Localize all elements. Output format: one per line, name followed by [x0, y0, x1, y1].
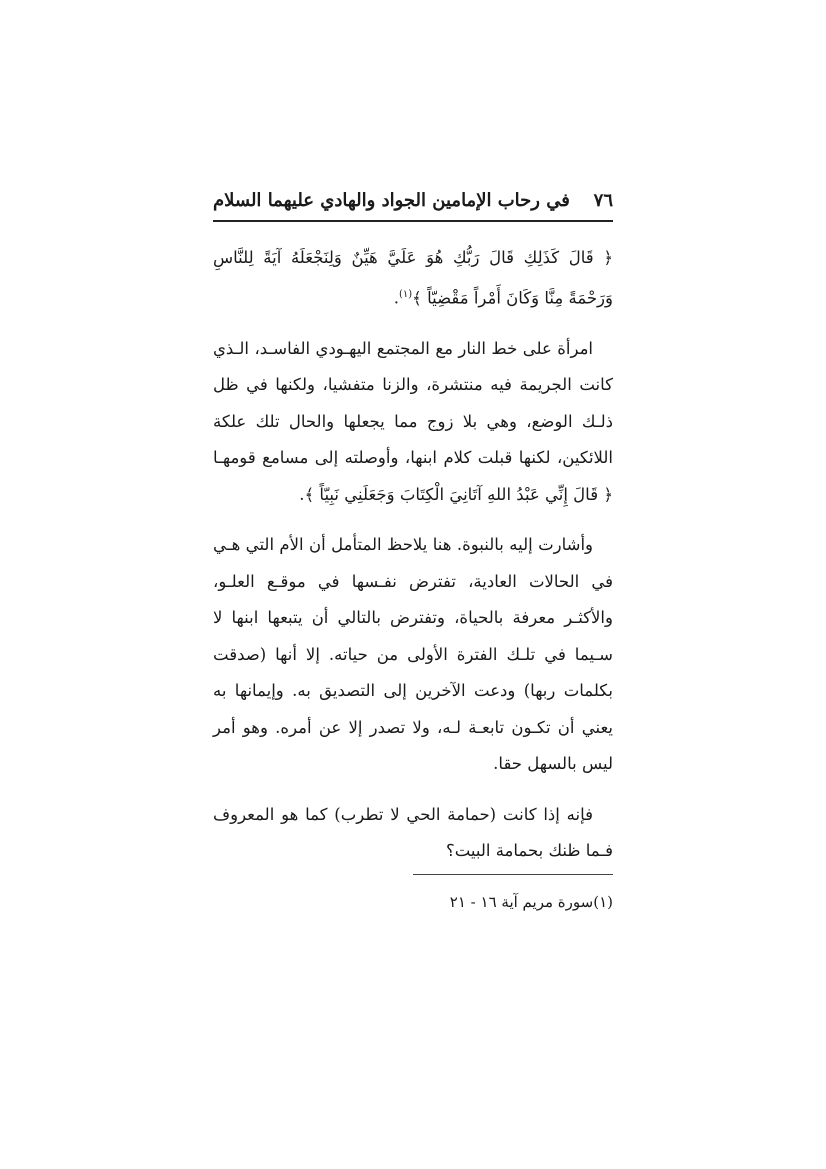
paragraph: امرأة على خط النار مع المجتمع اليهـودي الفاسـد، الـذي كانت الجريمة فيه منتشرة، والزنا متفشيا، ولكنها في ظل ذلـك الوضع، وهي بلا زوج مما يجعلها والحال تلك علكة اللائكين، لكنها قبلت كلام ابنها، وأوصلته إلى مسامع قومهـا ﴿ قَالَ إِنِّي عَبْدُ اللهِ آتَانِيَ الْكِتَابَ وَجَعَلَنِي نَبِيّاً ﴾.: [213, 338, 613, 504]
footnote-rule: [413, 874, 613, 875]
footnote-reference[interactable]: (١): [398, 288, 413, 300]
footnote: (١)سورة مريم آية ١٦ - ٢١: [449, 893, 613, 911]
body-text: [213, 240, 613, 884]
running-title: في رحاب الإمامين الجواد والهادي عليهما السلام: [213, 190, 570, 211]
header-rule: [213, 220, 613, 222]
page-number: ٧٦: [593, 190, 613, 211]
paragraph: وأشارت إليه بالنبوة. هنا يلاحظ المتأمل أن الأم التي هـي في الحالات العادية، تفترض نفـسها في موقـع العلـو، والأكثـر معرفة بالحياة، وتفترض بالتالي أن يتبعها ابنها لا سـيما في تلـك الفترة الأولى من حياته. إلا أنها (صدقت بكلمات ربها) ودعت الآخرين إلى التصديق به. وإيمانها به يعني أن تكـون تابعـة لـه، ولا تصدر إلا عن أمره. وهو أمر ليس بالسهل حقا.: [213, 535, 613, 773]
sentence-end: .: [393, 288, 399, 307]
paragraph: فإنه إذا كانت (حمامة الحي لا تطرب) كما هو المعروف فـما ظنك بحمامة البيت؟: [213, 804, 613, 860]
page-header: [213, 186, 613, 222]
quran-verse: ﴿ قَالَ كَذَلِكِ قَالَ رَبُّكِ هُوَ عَلَيَّ هَيِّنٌ وَلِنَجْعَلَهُ آيَةً لِلنَّاسِ وَرَحْمَةً مِنَّا وَكَانَ أَمْراً مَقْضِيّاً ﴾: [213, 248, 613, 307]
quran-verse-paragraph: [213, 240, 613, 317]
